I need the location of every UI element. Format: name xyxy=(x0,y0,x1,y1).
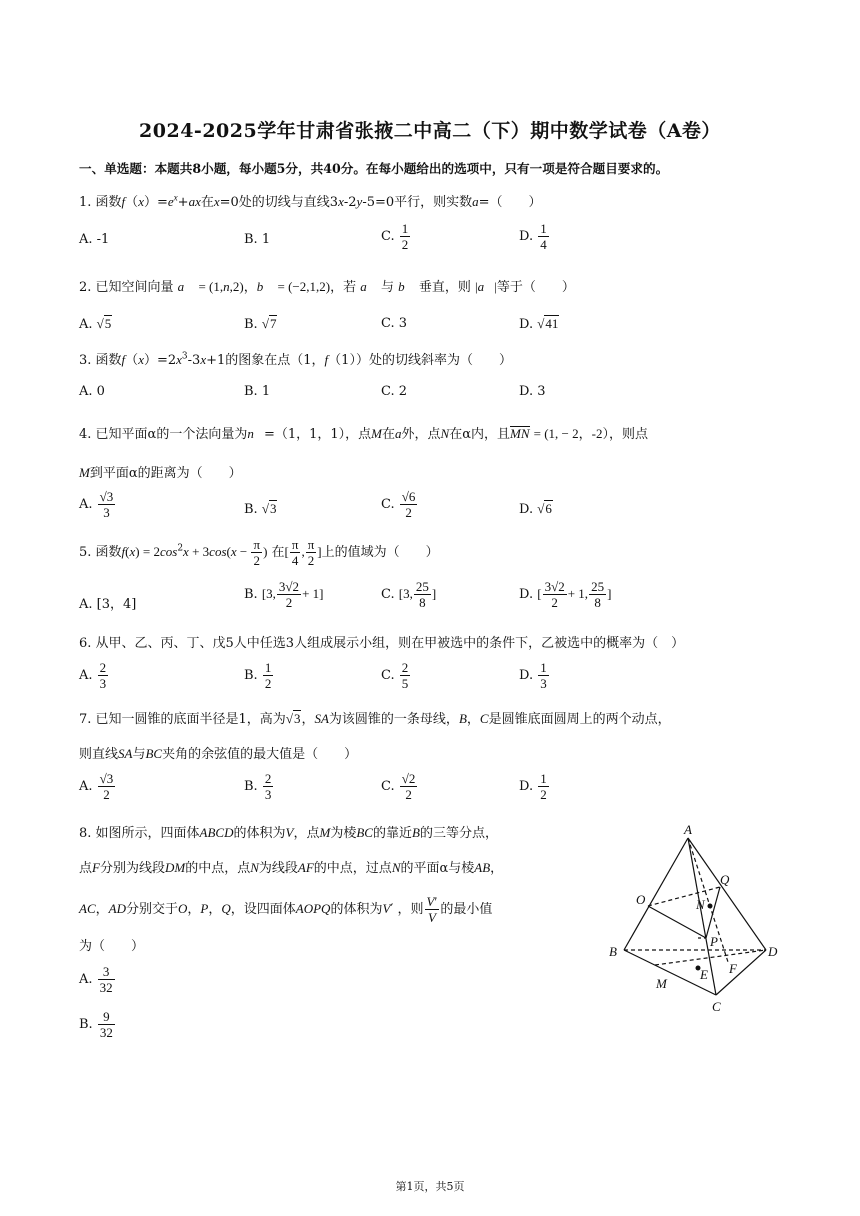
option-7b: B. $\frac{2}{3}$ xyxy=(244,771,272,802)
label-o: O xyxy=(636,892,646,907)
question-7-line1: 7. 已知一圆锥的底面半径是1，高为√3，SA为该圆锥的一条母线，B，C是圆锥底面圆周上的两个动点， xyxy=(79,711,671,727)
question-8-line4: 为（ ） xyxy=(79,939,145,954)
label-e: E xyxy=(700,967,708,982)
label-p: P xyxy=(710,934,718,949)
option-2a: A. √5 xyxy=(79,316,112,332)
option-1a: A. -1 xyxy=(79,232,110,247)
label-m: M xyxy=(656,976,667,991)
question-8-line3: AC，AD分别交于O，P，Q，设四面体AOPQ的体积为V′ ，则 $\frac{V'}{V}$ 的最小值 xyxy=(79,894,493,925)
option-2d: D. √41 xyxy=(519,316,559,332)
question-7-line2: 则直线SA与BC夹角的余弦值的最大值是（ ） xyxy=(79,746,358,762)
option-1b: B. 1 xyxy=(244,232,271,247)
option-7a: A. $\frac{√3}{2}$ xyxy=(79,771,114,802)
question-5: 5. 函数$f(x) = 2\cos^2x + 3\cos(x$ − $\frac{\pi}{2}$ ) 在[ $\frac{\pi}{4}$ , $\frac{\pi}{2}$ ]上的值域为（ ） xyxy=(79,537,439,568)
option-5d: D. [ $\frac{3√2}{2}$ + 1, $\frac{25}{8}$ ] xyxy=(519,579,612,610)
option-2b: B. √7 xyxy=(244,316,277,332)
tetrahedron-figure xyxy=(600,818,790,1018)
option-4c: C. $\frac{√6}{2}$ xyxy=(381,489,416,520)
label-b: B xyxy=(609,944,617,959)
option-8a: A. $\frac{3}{32}$ xyxy=(79,964,113,995)
option-3c: C. 2 xyxy=(381,384,408,399)
question-4-line2: M到平面α的距离为（ ） xyxy=(79,465,242,481)
question-8-line1: 8. 如图所示，四面体ABCD的体积为V，点M为棱BC的靠近B的三等分点， xyxy=(79,825,498,841)
option-6c: C. $\frac{2}{5}$ xyxy=(381,660,409,691)
question-6: 6. 从甲、乙、丙、丁、戊5人中任选3人组成展示小组，则在甲被选中的条件下，乙被选中的概率为（ ） xyxy=(79,636,685,651)
option-7c: C. $\frac{√2}{2}$ xyxy=(381,771,416,802)
label-n: N xyxy=(696,897,705,912)
option-5c: C. [3, $\frac{25}{8}$ ] xyxy=(381,579,437,610)
label-a: A xyxy=(684,822,692,837)
question-3: 3. 函数$f(x)=2x^3-3x+1$的图象在点（1，f（1））处的切线斜率为（ ） xyxy=(79,351,512,368)
option-5a: A. [3，4] xyxy=(79,597,137,612)
label-f: F xyxy=(729,961,737,976)
option-6a: A. $\frac{2}{3}$ xyxy=(79,660,107,691)
option-7d: D. $\frac{1}{2}$ xyxy=(519,771,547,802)
option-3b: B. 1 xyxy=(244,384,271,399)
option-6b: B. $\frac{1}{2}$ xyxy=(244,660,272,691)
question-4-line1: 4. 已知平面α的一个法向量为n⃗=（1，1，1），点M在a外，点N在α内，且MN = (1, − 2，-2），则点 xyxy=(79,426,648,442)
option-5b: B. [3, $\frac{3√2}{2}$ + 1] xyxy=(244,579,324,610)
page-title: 2024-2025学年甘肃省张掖二中高二（下）期中数学试卷（A卷） xyxy=(139,120,721,142)
option-3d: D. 3 xyxy=(519,384,546,399)
option-4d: D. √6 xyxy=(519,501,552,517)
label-q: Q xyxy=(720,872,730,887)
question-2: 2. 已知空间向量 a⃗ = (1,n,2)，b⃗ = (−2,1,2)，若 a⃗ 与 b⃗ 垂直，则 |a⃗|等于（ ） xyxy=(79,279,575,295)
option-3a: A. 0 xyxy=(79,384,105,399)
option-1d: D. $\frac{1}{4}$ xyxy=(519,221,547,252)
question-8-line2: 点F分别为线段DM的中点，点N为线段AF的中点，过点N的平面α与棱AB， xyxy=(79,860,504,876)
option-1c: C. $\frac{1}{2}$ xyxy=(381,221,409,252)
option-4a: A. $\frac{√3}{3}$ xyxy=(79,489,114,520)
label-d: D xyxy=(768,944,778,959)
option-6d: D. $\frac{1}{3}$ xyxy=(519,660,547,691)
option-4b: B. √3 xyxy=(244,501,277,517)
section-heading: 一、单选题：本题共8小题，每小题5分，共40分。在每小题给出的选项中，只有一项是符合题目要求的。 xyxy=(79,161,669,176)
option-8b: B. $\frac{9}{32}$ xyxy=(79,1009,113,1040)
page-footer: 第1页，共5页 xyxy=(395,1180,465,1193)
question-1: 1. 函数$f(x)=e^x+ax$在x=0处的切线与直线3x-2y-5=0平行，则实数a=（ ） xyxy=(79,192,542,210)
option-2c: C. 3 xyxy=(381,316,408,331)
label-c: C xyxy=(712,999,721,1014)
